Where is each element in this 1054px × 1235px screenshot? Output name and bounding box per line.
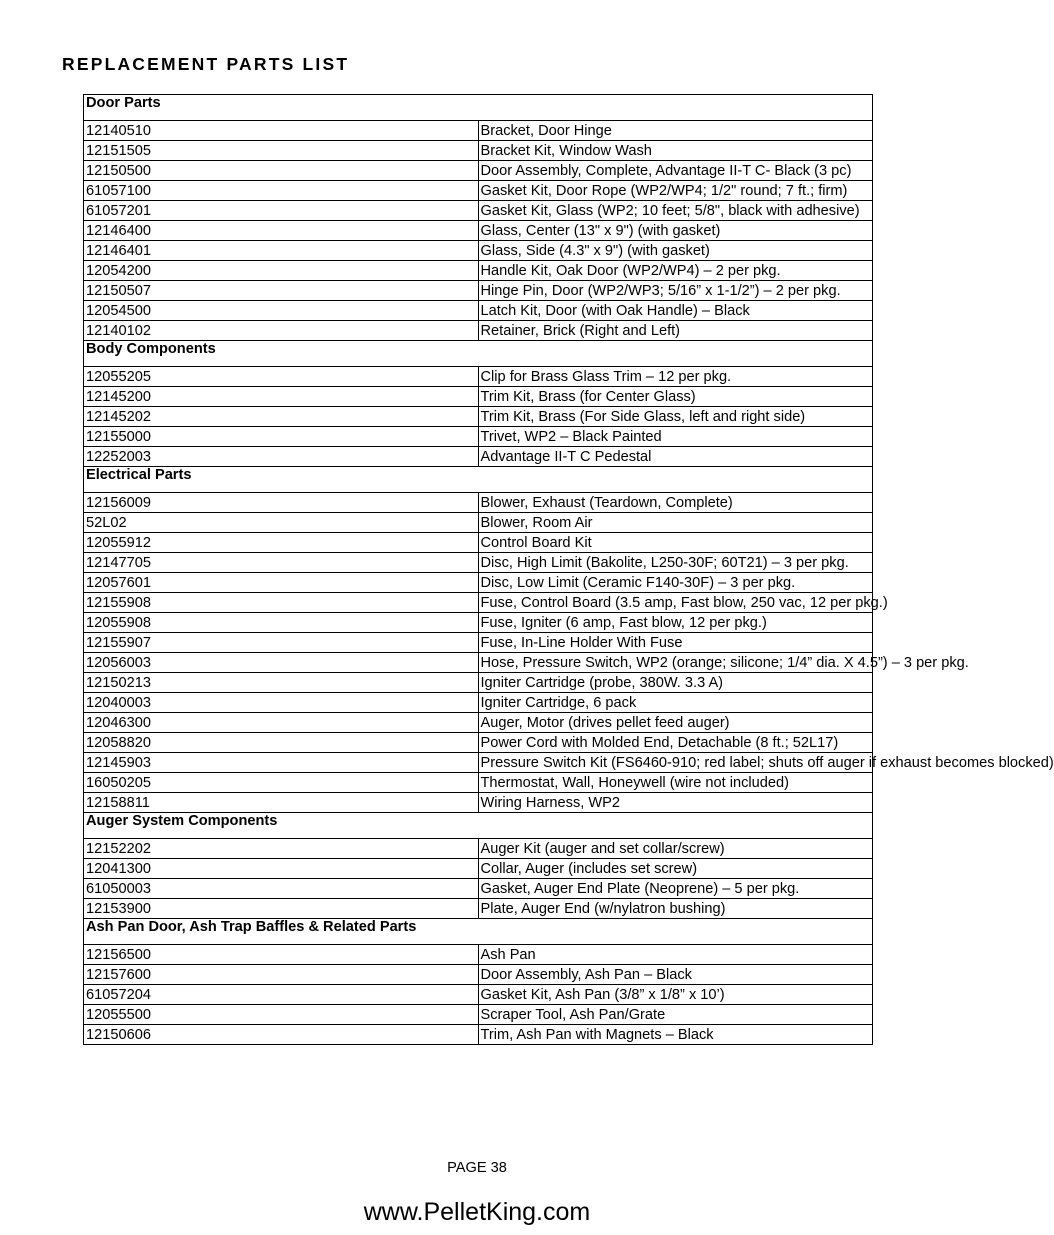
part-number: 16050205 — [84, 773, 479, 793]
part-description: Auger, Motor (drives pellet feed auger) — [478, 713, 873, 733]
part-number: 12040003 — [84, 693, 479, 713]
part-description: Pressure Switch Kit (FS6460-910; red label; shuts off auger if exhaust becomes blocked) — [478, 753, 873, 773]
parts-table-body — [84, 95, 1054, 1045]
part-number: 12145202 — [84, 407, 479, 427]
part-description: Door Assembly, Complete, Advantage II-T C- Black (3 pc) — [478, 161, 873, 181]
part-number: 12140510 — [84, 121, 479, 141]
part-description: Auger Kit (auger and set collar/screw) — [478, 839, 873, 859]
part-description: Wiring Harness, WP2 — [478, 793, 873, 813]
section-title: Electrical Parts — [84, 467, 873, 493]
part-number: 12041300 — [84, 859, 479, 879]
section-title: Ash Pan Door, Ash Trap Baffles & Related Parts — [84, 919, 873, 945]
part-row — [84, 533, 873, 553]
part-row — [84, 367, 873, 387]
part-number: 12155908 — [84, 593, 479, 613]
part-row — [84, 321, 873, 341]
part-number: 12156009 — [84, 493, 479, 513]
part-row — [84, 633, 873, 653]
part-description: Plate, Auger End (w/nylatron bushing) — [478, 899, 873, 919]
part-number: 12150507 — [84, 281, 479, 301]
part-number: 12252003 — [84, 447, 479, 467]
part-number: 12145903 — [84, 753, 479, 773]
section-header-row — [84, 95, 873, 121]
website-url: www.PelletKing.com — [363, 1198, 591, 1226]
parts-table — [83, 94, 1054, 1045]
part-row — [84, 447, 873, 467]
part-description: Disc, High Limit (Bakolite, L250-30F; 60T21) – 3 per pkg. — [478, 553, 873, 573]
part-row — [84, 221, 873, 241]
part-row — [84, 1005, 873, 1025]
part-row — [84, 281, 873, 301]
part-row — [84, 161, 873, 181]
part-number: 12055912 — [84, 533, 479, 553]
part-row — [84, 387, 873, 407]
section-title: Door Parts — [84, 95, 873, 121]
part-description: Gasket, Auger End Plate (Neoprene) – 5 per pkg. — [478, 879, 873, 899]
part-number: 12140102 — [84, 321, 479, 341]
part-number: 12054200 — [84, 261, 479, 281]
part-row — [84, 553, 873, 573]
part-description: Door Assembly, Ash Pan – Black — [478, 965, 873, 985]
part-row — [84, 673, 873, 693]
part-description: Blower, Room Air — [478, 513, 873, 533]
part-row — [84, 965, 873, 985]
part-number: 12145200 — [84, 387, 479, 407]
part-description: Advantage II-T C Pedestal — [478, 447, 873, 467]
part-description: Trim, Ash Pan with Magnets – Black — [478, 1025, 873, 1045]
part-row — [84, 241, 873, 261]
part-row — [84, 141, 873, 161]
part-row — [84, 985, 873, 1005]
part-number: 12156500 — [84, 945, 479, 965]
section-header-row — [84, 467, 873, 493]
part-row — [84, 407, 873, 427]
part-number: 12153900 — [84, 899, 479, 919]
part-description: Scraper Tool, Ash Pan/Grate — [478, 1005, 873, 1025]
part-number: 61057204 — [84, 985, 479, 1005]
part-row — [84, 261, 873, 281]
part-description: Gasket Kit, Ash Pan (3/8” x 1/8” x 10’) — [478, 985, 873, 1005]
page-title: REPLACEMENT PARTS LIST — [62, 54, 350, 74]
part-row — [84, 201, 873, 221]
section-header-row — [84, 341, 873, 367]
part-number: 12057601 — [84, 573, 479, 593]
part-row — [84, 1025, 873, 1045]
part-description: Handle Kit, Oak Door (WP2/WP4) – 2 per pkg. — [478, 261, 873, 281]
part-number: 12147705 — [84, 553, 479, 573]
part-row — [84, 899, 873, 919]
part-number: 12146401 — [84, 241, 479, 261]
part-number: 12058820 — [84, 733, 479, 753]
part-description: Bracket Kit, Window Wash — [478, 141, 873, 161]
part-description: Clip for Brass Glass Trim – 12 per pkg. — [478, 367, 873, 387]
part-description: Power Cord with Molded End, Detachable (8 ft.; 52L17) — [478, 733, 873, 753]
page-number: PAGE 38 — [447, 1160, 507, 1176]
part-description: Disc, Low Limit (Ceramic F140-30F) – 3 per pkg. — [478, 573, 873, 593]
part-number: 12152202 — [84, 839, 479, 859]
part-row — [84, 793, 873, 813]
part-number: 12054500 — [84, 301, 479, 321]
part-number: 12150213 — [84, 673, 479, 693]
part-description: Fuse, In-Line Holder With Fuse — [478, 633, 873, 653]
part-description: Gasket Kit, Glass (WP2; 10 feet; 5/8", black with adhesive) — [478, 201, 873, 221]
section-title: Auger System Components — [84, 813, 873, 839]
part-row — [84, 181, 873, 201]
part-number: 12056003 — [84, 653, 479, 673]
part-number: 61057100 — [84, 181, 479, 201]
part-row — [84, 879, 873, 899]
part-row — [84, 427, 873, 447]
section-header-row — [84, 813, 873, 839]
part-row — [84, 653, 873, 673]
part-description: Fuse, Control Board (3.5 amp, Fast blow, 250 vac, 12 per pkg.) — [478, 593, 873, 613]
part-number: 12158811 — [84, 793, 479, 813]
part-number: 12157600 — [84, 965, 479, 985]
part-row — [84, 753, 873, 773]
part-number: 12055500 — [84, 1005, 479, 1025]
part-description: Gasket Kit, Door Rope (WP2/WP4; 1/2" round; 7 ft.; firm) — [478, 181, 873, 201]
part-number: 12155907 — [84, 633, 479, 653]
part-description: Hose, Pressure Switch, WP2 (orange; silicone; 1/4” dia. X 4.5”) – 3 per pkg. — [478, 653, 873, 673]
part-number: 61050003 — [84, 879, 479, 899]
part-number: 12146400 — [84, 221, 479, 241]
part-row — [84, 713, 873, 733]
part-row — [84, 513, 873, 533]
section-header-row — [84, 919, 873, 945]
part-number: 12151505 — [84, 141, 479, 161]
part-row — [84, 301, 873, 321]
part-row — [84, 733, 873, 753]
part-row — [84, 493, 873, 513]
part-row — [84, 773, 873, 793]
part-number: 12046300 — [84, 713, 479, 733]
part-number: 12155000 — [84, 427, 479, 447]
part-row — [84, 693, 873, 713]
part-number: 61057201 — [84, 201, 479, 221]
part-description: Bracket, Door Hinge — [478, 121, 873, 141]
part-description: Trivet, WP2 – Black Painted — [478, 427, 873, 447]
part-description: Latch Kit, Door (with Oak Handle) – Black — [478, 301, 873, 321]
part-number: 12150606 — [84, 1025, 479, 1045]
part-description: Igniter Cartridge (probe, 380W. 3.3 A) — [478, 673, 873, 693]
part-number: 12055205 — [84, 367, 479, 387]
part-row — [84, 945, 873, 965]
part-description: Thermostat, Wall, Honeywell (wire not included) — [478, 773, 873, 793]
section-title: Body Components — [84, 341, 873, 367]
part-description: Retainer, Brick (Right and Left) — [478, 321, 873, 341]
part-description: Trim Kit, Brass (For Side Glass, left and right side) — [478, 407, 873, 427]
part-description: Collar, Auger (includes set screw) — [478, 859, 873, 879]
part-description: Hinge Pin, Door (WP2/WP3; 5/16” x 1-1/2”) – 2 per pkg. — [478, 281, 873, 301]
part-description: Fuse, Igniter (6 amp, Fast blow, 12 per pkg.) — [478, 613, 873, 633]
part-row — [84, 593, 873, 613]
part-number: 12150500 — [84, 161, 479, 181]
part-description: Trim Kit, Brass (for Center Glass) — [478, 387, 873, 407]
part-row — [84, 859, 873, 879]
part-description: Igniter Cartridge, 6 pack — [478, 693, 873, 713]
part-row — [84, 121, 873, 141]
part-description: Glass, Center (13" x 9") (with gasket) — [478, 221, 873, 241]
part-description: Control Board Kit — [478, 533, 873, 553]
part-description: Glass, Side (4.3" x 9") (with gasket) — [478, 241, 873, 261]
part-row — [84, 613, 873, 633]
part-number: 12055908 — [84, 613, 479, 633]
part-number: 52L02 — [84, 513, 479, 533]
part-row — [84, 839, 873, 859]
part-row — [84, 573, 873, 593]
part-description: Blower, Exhaust (Teardown, Complete) — [478, 493, 873, 513]
part-description: Ash Pan — [478, 945, 873, 965]
